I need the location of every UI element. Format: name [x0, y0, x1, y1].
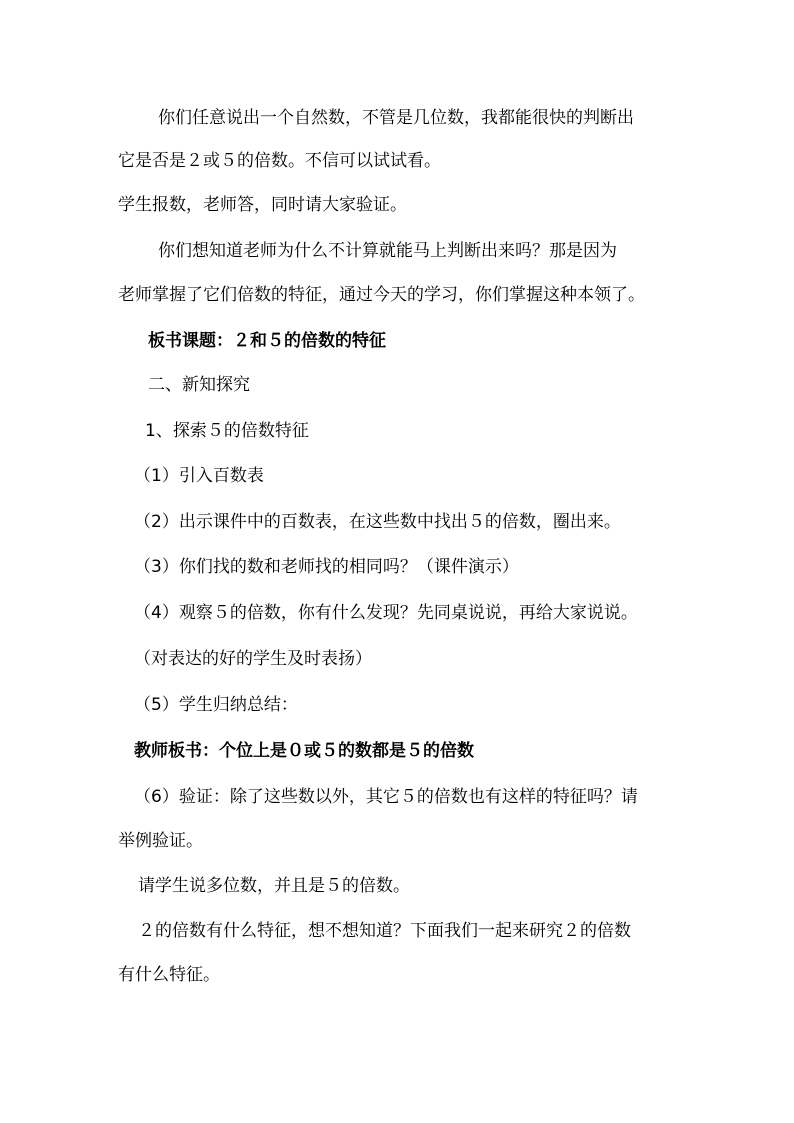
paragraph-two-multiples-line-1: ２的倍数有什么特征，想不想知道？下面我们一起来研究２的倍数 [138, 921, 631, 941]
paragraph-student-report: 学生报数，老师答，同时请大家验证。 [118, 195, 407, 215]
step-2: （2）出示课件中的百数表，在这些数中找出５的倍数，圈出来。 [134, 512, 621, 532]
heading-lesson-title: 板书课题：２和５的倍数的特征 [148, 331, 386, 351]
paragraph-intro-line-1: 你们任意说出一个自然数，不管是几位数，我都能很快的判断出 [158, 108, 634, 128]
heading-section-2: 二、新知探究 [148, 375, 250, 395]
paragraph-intro-line-2: 它是否是２或５的倍数。不信可以试试看。 [118, 151, 441, 171]
paragraph-question-line-2: 老师掌握了它们倍数的特征，通过今天的学习，你们掌握这种本领了。 [118, 285, 645, 305]
step-4-note: （对表达的好的学生及时表扬） [134, 649, 372, 669]
paragraph-two-multiples-line-2: 有什么特征。 [118, 965, 220, 985]
step-6-line-1: （6）验证：除了这些数以外，其它５的倍数也有这样的特征吗？请 [134, 787, 638, 807]
step-1: （1）引入百数表 [134, 466, 264, 486]
step-3: （3）你们找的数和老师找的相同吗？（课件演示） [134, 557, 519, 577]
teacher-board-note: 教师板书：个位上是０或５的数都是５的倍数 [134, 741, 474, 761]
heading-subsection-1: 1、探索５的倍数特征 [145, 421, 309, 441]
step-5: （5）学生归纳总结： [134, 695, 298, 715]
step-6-line-2: 举例验证。 [118, 831, 203, 851]
paragraph-question-line-1: 你们想知道老师为什么不计算就能马上判断出来吗？那是因为 [158, 241, 617, 261]
paragraph-multidigit: 请学生说多位数，并且是５的倍数。 [138, 876, 410, 896]
step-4: （4）观察５的倍数，你有什么发现？先同桌说说，再给大家说说。 [134, 603, 638, 623]
